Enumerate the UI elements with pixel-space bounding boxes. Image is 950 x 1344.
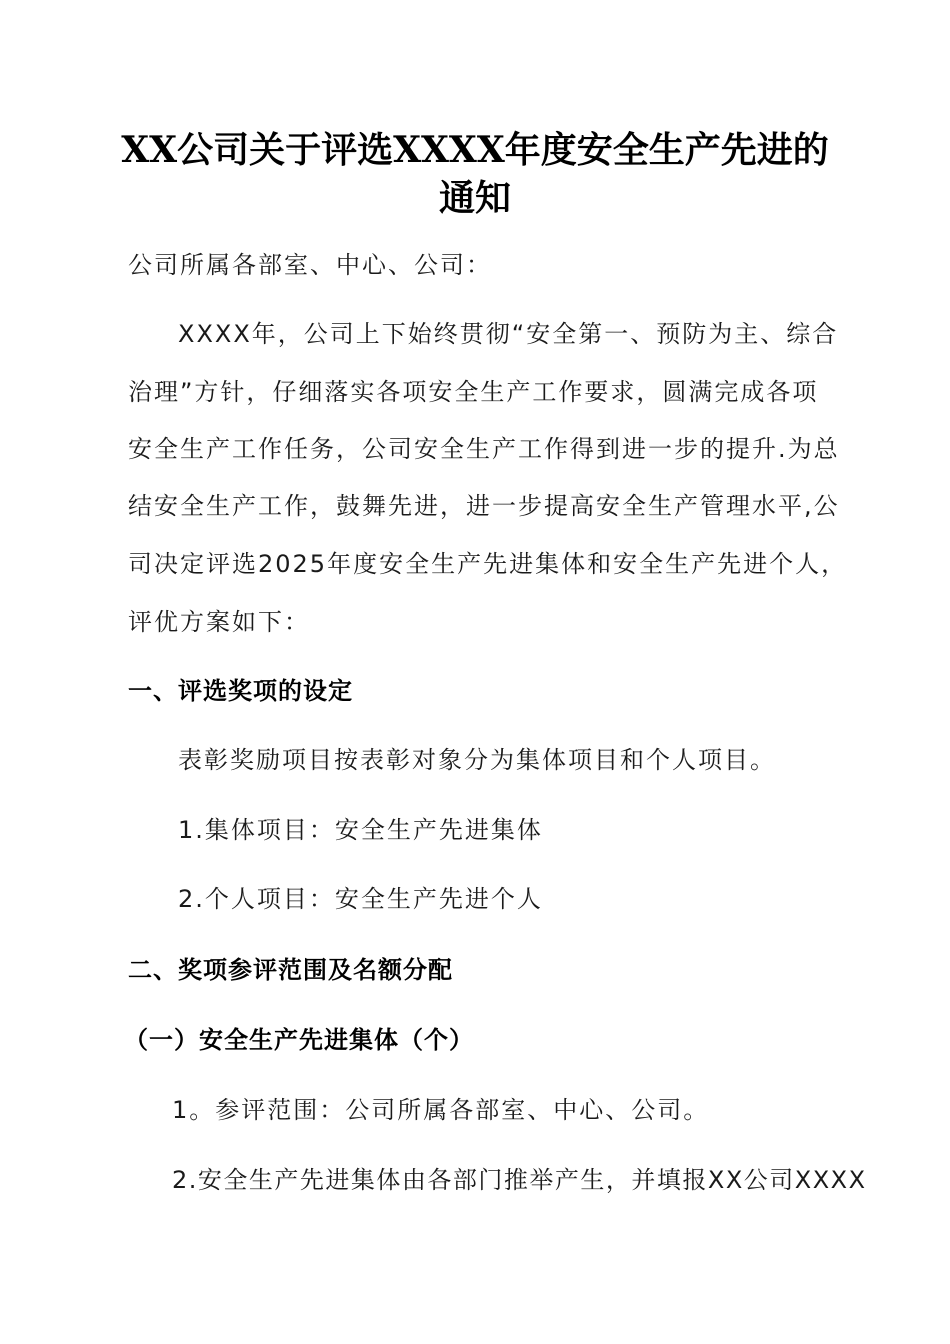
- intro-paragraph-line: 治理”方针，仔细落实各项安全生产工作要求，圆满完成各项: [128, 378, 819, 406]
- section-2-heading: 二、奖项参评范围及名额分配: [128, 956, 453, 984]
- intro-paragraph-line: 评优方案如下：: [128, 608, 310, 636]
- section-2-item-2: 2.安全生产先进集体由各部门推举产生，并填报XX公司XXXX: [172, 1166, 867, 1194]
- section-1-item-2: 2.个人项目：安全生产先进个人: [178, 885, 543, 913]
- section-2-subheading: （一）安全生产先进集体（个）: [124, 1026, 474, 1054]
- section-1-item-1: 1.集体项目：安全生产先进集体: [178, 816, 543, 844]
- section-2-item-1: 1。参评范围：公司所属各部室、中心、公司。: [172, 1096, 710, 1124]
- intro-paragraph-line: XXXX年，公司上下始终贯彻“安全第一、预防为主、综合: [178, 320, 839, 348]
- section-1-body: 表彰奖励项目按表彰对象分为集体项目和个人项目。: [178, 746, 776, 774]
- section-1-heading: 一、评选奖项的设定: [128, 677, 353, 705]
- document-title-line-1: XX公司关于评选XXXX年度安全生产先进的: [121, 129, 829, 171]
- intro-paragraph-line: 司决定评选2025年度安全生产先进集体和安全生产先进个人，: [128, 550, 848, 578]
- intro-paragraph-line: 安全生产工作任务，公司安全生产工作得到进一步的提升.为总: [128, 435, 840, 463]
- intro-paragraph-line: 结安全生产工作，鼓舞先进，进一步提高安全生产管理水平,公: [128, 492, 840, 520]
- salutation: 公司所属各部室、中心、公司：: [128, 251, 492, 279]
- document-title-line-2: 通知: [438, 177, 511, 219]
